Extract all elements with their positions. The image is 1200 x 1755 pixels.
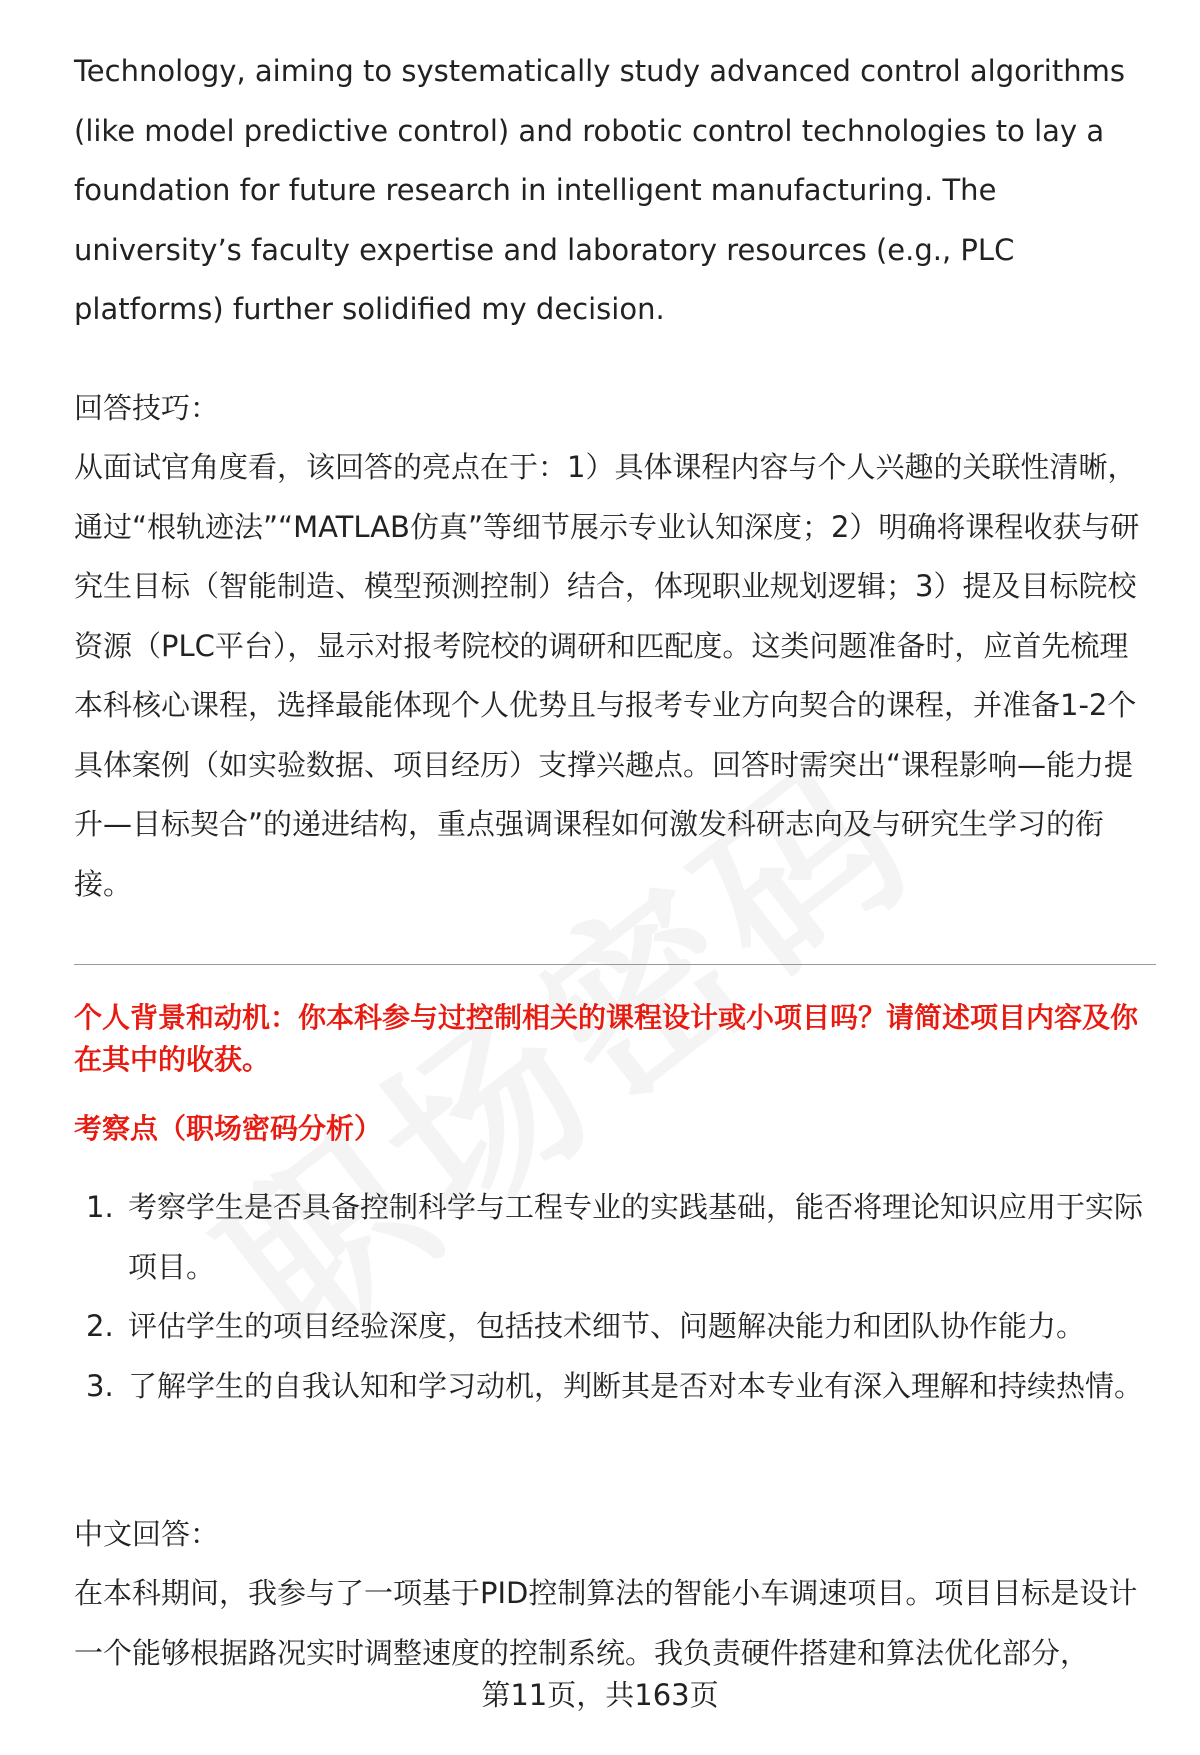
intro-paragraph: Technology, aiming to systematically study advanced control algorithms (like model predictive control) and robotic control technologies to lay a foundation for future research in intelligent manufacturing. The university’s faculty expertise and laboratory resources (e.g., PLC platforms) further solidified my decision. [74,54,1125,326]
focus-list [74,1178,1154,1416]
list-item [74,1297,1154,1357]
question-heading: 个人背景和动机：你本科参与过控制相关的课程设计或小项目吗？请简述项目内容及你在其中的收获。 [74,1001,1139,1076]
list-number: 2. [86,1309,114,1343]
list-text: 考察学生是否具备控制科学与工程专业的实践基础，能否将理论知识应用于实际项目。 [128,1190,1144,1284]
list-text: 评估学生的项目经验深度，包括技术细节、问题解决能力和团队协作能力。 [128,1309,1086,1343]
section-divider [74,964,1156,965]
tips-label: 回答技巧： [74,391,220,425]
list-number: 1. [86,1190,114,1224]
list-text: 了解学生的自我认知和学习动机，判断其是否对本专业有深入理解和持续热情。 [128,1368,1144,1403]
tips-paragraph: 从面试官角度看，该回答的亮点在于：1）具体课程内容与个人兴趣的关联性清晰，通过“根轨迹法”“MATLAB仿真”等细节展示专业认知深度；2）明确将课程收获与研究生目标（智能制造、模型预测控制）结合，体现职业规划逻辑；3）提及目标院校资源（PLC平台），显示对报考院校的调研和匹配度。这类问题准备时，应首先梳理本科核心课程，选择最能体现个人优势且与报考专业方向契合的课程，并准备1-2个具体案例（如实验数据、项目经历）支撑兴趣点。回答时需突出“课程影响—能力提升—目标契合”的递进结构，重点强调课程如何激发科研志向及与研究生学习的衔接。 [74,450,1140,901]
list-item [74,1178,1154,1297]
list-number: 3. [86,1368,114,1403]
page-footer: 第11页，共163页 [481,1678,719,1712]
list-item [74,1357,1154,1417]
answer-label: 中文回答： [74,1517,220,1551]
focus-heading: 考察点（职场密码分析） [74,1112,383,1145]
answer-paragraph: 在本科期间，我参与了一项基于PID控制算法的智能小车调速项目。项目目标是设计一个能够根据路况实时调整速度的控制系统。我负责硬件搭建和算法优化部分， [74,1576,1138,1670]
